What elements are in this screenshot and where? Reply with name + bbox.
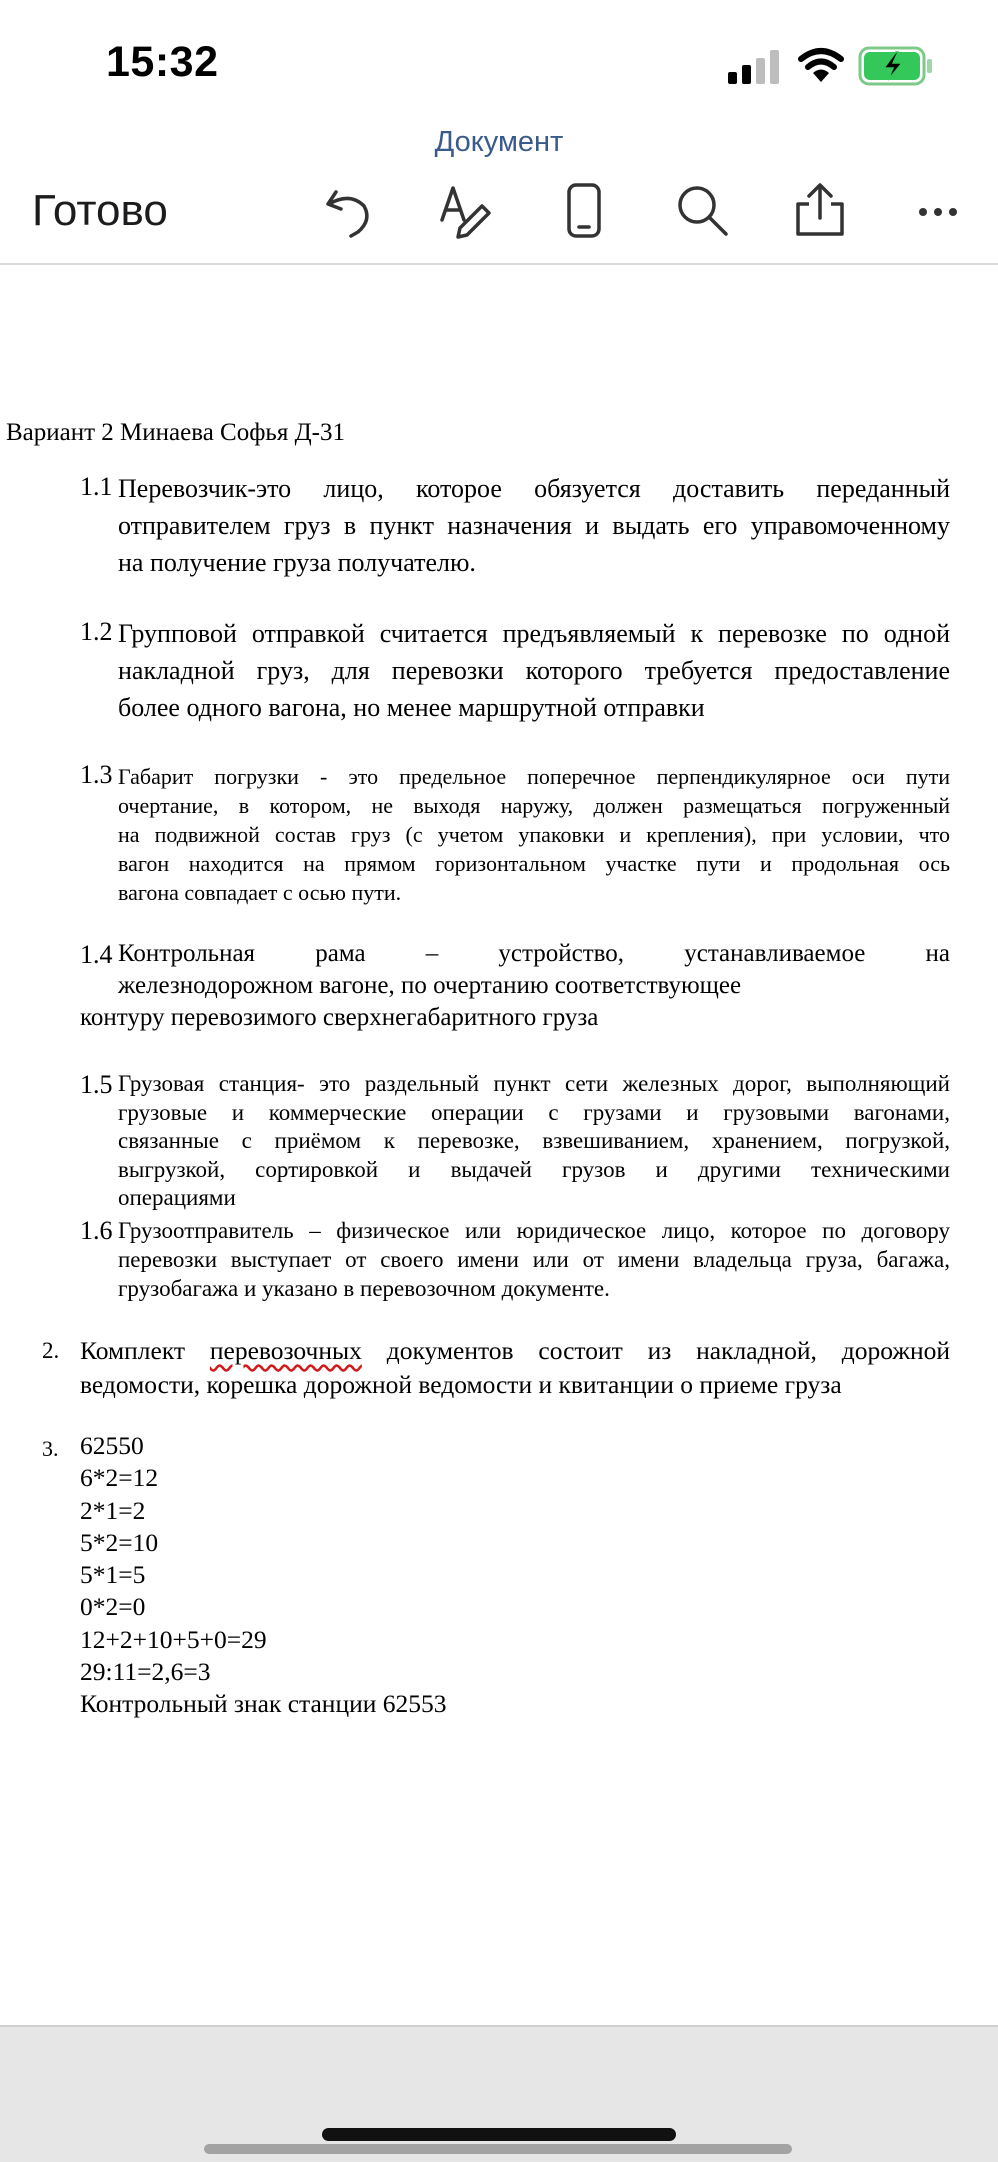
list-item: Групповой отправкой считается предъявляемый к перевозке по одной накладной груз, для перевозки которого требуется предоставление более одного вагона, но менее маршрутной отправки — [118, 619, 950, 722]
list-item: Контрольная рама – устройство, устанавливаемое на железнодорожном вагоне, по очертанию соответствующее контуру перевозимого сверхнегабаритного груза — [80, 940, 950, 1031]
item-number: 3. — [42, 1436, 59, 1461]
list-item: Комплект перевозочных документов состоит из накладной, дорожной ведомости, корешка дорожной ведомости и квитанции о приеме груза — [80, 1336, 950, 1399]
item-number: 2. — [42, 1338, 60, 1363]
document-title: Документ — [434, 126, 564, 158]
item-number: 1.6 — [80, 1216, 113, 1245]
list-item: Грузовая станция- это раздельный пункт сети железных дорог, выполняющий грузовые и коммерческие операции с грузами и грузовыми вагонами, связанные с приёмом к перевозке, взвешиванием, хранением, погрузкой, выгрузкой, сортировкой и выдачей грузов и другими техническими операциями — [118, 1071, 950, 1210]
item-number: 1.1 — [80, 472, 113, 501]
home-indicator[interactable] — [322, 2128, 676, 2141]
item-number: 1.4 — [80, 940, 113, 969]
done-button[interactable]: Готово — [32, 186, 168, 235]
bottom-bar — [0, 2025, 998, 2162]
spellcheck-underline[interactable]: перевозочных — [209, 1336, 362, 1365]
calculation-block: 62550 6*2=12 2*1=2 5*2=10 5*1=5 0*2=0 12+2+10+5+0=29 29:11=2,6=3 Контрольный знак станции 62553 — [80, 1431, 447, 1719]
document-header: Вариант 2 Минаева Софья Д-31 — [6, 419, 345, 446]
item-number: 1.3 — [80, 760, 113, 789]
horizontal-scrollbar[interactable] — [204, 2144, 792, 2154]
item-number: 1.5 — [80, 1070, 113, 1099]
list-item: Перевозчик-это лицо, которое обязуется доставить переданный отправителем груз в пункт назначения и выдать его управомоченному на получение груза получателю. — [118, 474, 950, 577]
list-item: Грузоотправитель – физическое или юридическое лицо, которое по договору перевозки выступает от своего имени или от имени владельца груза, багажа, грузобагажа и указано в перевозочном документе. — [118, 1218, 950, 1301]
status-time: 15:32 — [106, 38, 219, 86]
list-item: Габарит погрузки - это предельное поперечное перпендикулярное оси пути очертание, в котором, не выходя наружу, должен размещаться погруженный на подвижной состав груз (с учетом упаковки и крепления), при условии, что вагон находится на прямом горизонтальном участке пути и продольная ось вагона совпадает с осью пути. — [118, 764, 950, 905]
item-number: 1.2 — [80, 617, 113, 646]
